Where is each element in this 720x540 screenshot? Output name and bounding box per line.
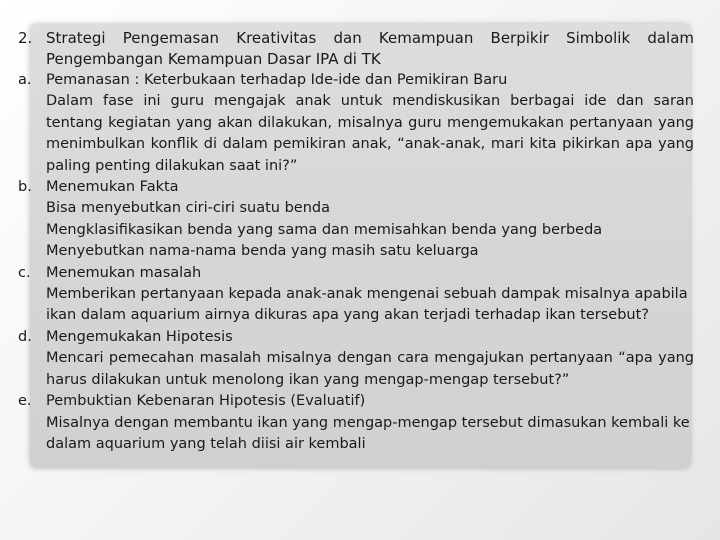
item-title: Mengemukakan Hipotesis xyxy=(46,328,233,345)
item-title: Pemanasan : Keterbukaan terhadap Ide-ide dan Pemikiran Baru xyxy=(46,72,508,88)
item-text: Mengklasifikasikan benda yang sama dan memisahkan benda yang berbeda xyxy=(46,221,603,238)
strategy-list xyxy=(18,70,694,455)
slide-content xyxy=(18,28,694,455)
item-title: Pembuktian Kebenaran Hipotesis (Evaluatif) xyxy=(46,393,366,410)
section-heading xyxy=(18,28,694,70)
list-marker: b. xyxy=(18,179,32,196)
list-marker: c. xyxy=(18,264,31,281)
item-title: Menemukan masalah xyxy=(46,264,202,281)
list-item-c xyxy=(18,263,694,327)
list-item-e xyxy=(18,391,694,455)
item-text: Memberikan pertanyaan kepada anak-anak mengenai sebuah dampak misalnya apabila ikan dalam aquarium airnya dikuras apa yang akan terjadi terhadap ikan tersebut? xyxy=(46,286,688,324)
item-text: Misalnya dengan membantu ikan yang mengap-mengap tersebut dimasukan kembali ke dalam aquarium yang telah diisi air kembali xyxy=(46,414,690,452)
item-text: Mencari pemecahan masalah misalnya dengan cara mengajukan pertanyaan “apa yang harus dilakukan untuk menolong ikan yang mengap-mengap tersebut?” xyxy=(46,350,694,388)
item-text: Menyebutkan nama-nama benda yang masih satu keluarga xyxy=(46,243,479,260)
list-marker: a. xyxy=(18,72,32,88)
list-item-a xyxy=(18,70,694,177)
list-item-d xyxy=(18,327,694,391)
item-title: Menemukan Fakta xyxy=(46,179,179,196)
list-item-b xyxy=(18,177,694,263)
list-marker: e. xyxy=(18,393,32,410)
item-text: Dalam fase ini guru mengajak anak untuk mendiskusikan berbagai ide dan saran tentang kegiatan yang akan dilakukan, misalnya guru mengemukakan pertanyaan yang menimbulkan konflik di dalam pemikiran anak, “anak-anak, mari kita pikirkan apa yang paling penting dilakukan saat ini?” xyxy=(46,93,694,174)
list-marker: d. xyxy=(18,328,32,345)
item-text: Bisa menyebutkan ciri-ciri suatu benda xyxy=(46,200,331,217)
heading-number: 2. xyxy=(18,29,33,47)
heading-text: Strategi Pengemasan Kreativitas dan Kemampuan Berpikir Simbolik dalam Pengembangan Kemampuan Dasar IPA di TK xyxy=(46,29,694,68)
